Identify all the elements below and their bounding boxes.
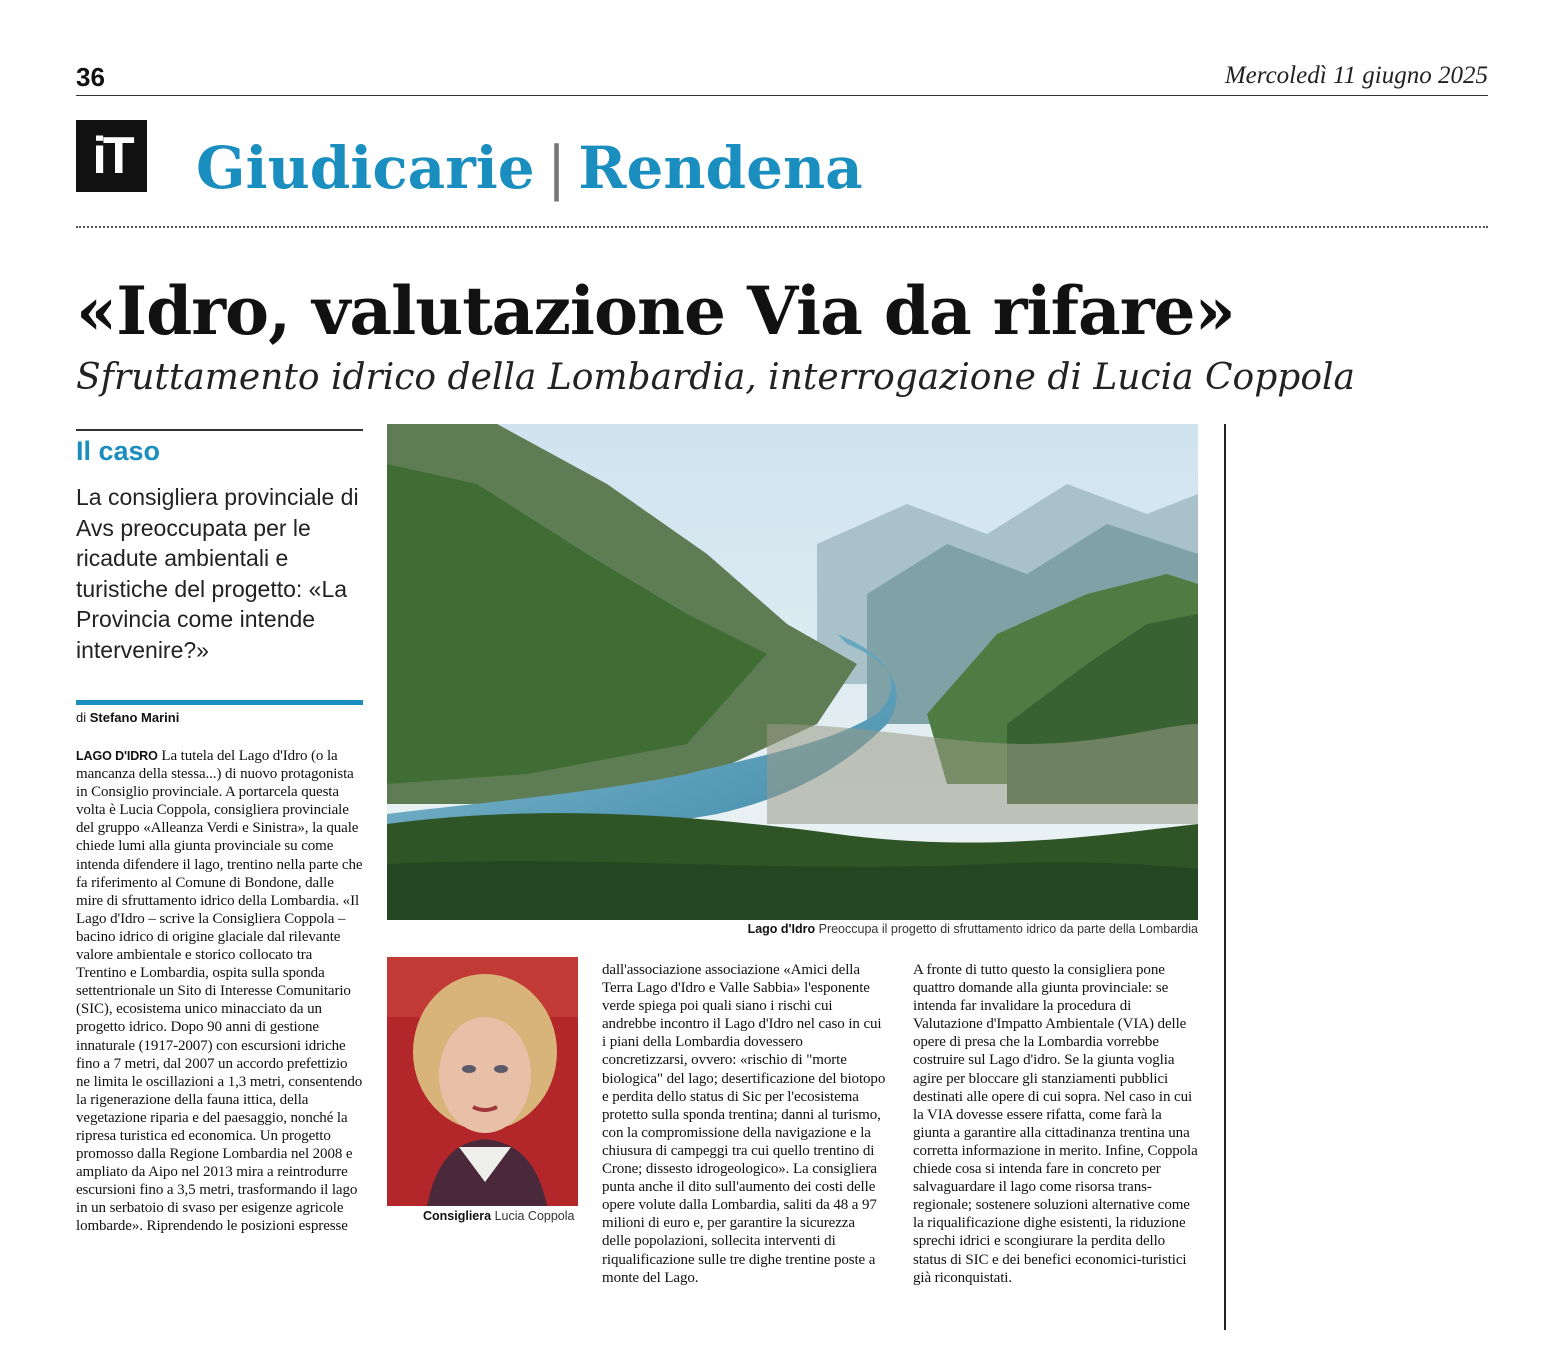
byline-prefix: di	[76, 710, 87, 725]
photo-caption-text: Preoccupa il progetto di sfruttamento idrico da parte della Lombardia	[818, 922, 1198, 936]
page-date: Mercoledì 11 giugno 2025	[1224, 62, 1488, 89]
byline	[76, 710, 179, 725]
byline-rule	[76, 700, 363, 705]
body-column-2: dall'associazione associazione «Amici della Terra Lago d'Idro e Valle Sabbia» l'esponente verde spiega poi quali siano i rischi cui andrebbe incontro il Lago d'Idro nel caso in cui i piani della Lombardia dovessero concretizzarsi, ovvero: «rischio di "morte biologica" del lago; desertificazione del biotopo e perdita dello status di Sic per l'ecosistema protetto sulla sponda trentina; danni al turismo, con la compromissione della navigazione e la chiusura di campeggi tra cui quello trentino di Crone; dissesto idrogeologico». La consigliera punta anche il dito sull'aumento dei costi delle opere volute dalla Lombardia, saliti da 48 a 97 milioni di euro e, per garantire la sicurezza delle popolazioni, sollecita interventi di riqualificazione sulle tre dighe trentine poste a monte del Lago.	[602, 962, 886, 1286]
subheadline: Sfruttamento idrico della Lombardia, interrogazione di Lucia Coppola	[76, 357, 1355, 398]
body-text-1: La tutela del Lago d'Idro (o la mancanza della stessa...) di nuovo protagonista in Consiglio provinciale. A portarcela questa volta è Lucia Coppola, consigliera provinciale del gruppo «Alleanza Verdi e Sinistra», la quale chiede lumi alla giunta provinciale su come intenda difendere il lago, trentino nella parte che fa riferimento al Comune di Bondone, dalle mire di sfruttamento idrico della Lombardia. «Il Lago d'Idro – scrive la Consigliera Coppola – bacino idrico di origine glaciale dal rilevante valore ambientale e storico collocato tra Trentino e Lombardia, ospita sulla sponda settentrionale un Sito di Interesse Comunitario (SIC), ecosistema unico minacciato da un progetto idrico. Dopo 90 anni di gestione innaturale (1917-2007) con escursioni idriche fino a 7 metri, dal 2007 un accordo prefettizio ne limita le oscillazioni a 1,3 metri, consentendo la rigenerazione della fauna ittica, della vegetazione riparia e del paesaggio, nonché la ripresa turistica ed economica. Un progetto promosso dalla Regione Lombardia nel 2008 e ampliato da Aipo nel 2013 mira a reintrodurre escursioni fino a 3,5 metri, trasformando il lago in un serbatoio di svaso per esigenze agricole lombarde». Riprendendo le posizioni espresse	[76, 748, 363, 1235]
headline: «Idro, valutazione Via da rifare»	[76, 272, 1235, 350]
section-left: Giudicarie	[196, 134, 535, 202]
logo-text: iT	[92, 127, 131, 185]
sidebar-text: La consigliera provinciale di Avs preoccupata per le ricadute ambientali e turistiche del progetto: «La Provincia come intende intervenire?»	[76, 484, 359, 663]
portrait-caption-label: Consigliera	[423, 1209, 492, 1223]
portrait-photo	[387, 957, 578, 1206]
section-right: Rendena	[578, 134, 863, 202]
sidebar-title: Il caso	[76, 436, 161, 466]
newspaper-logo	[76, 120, 147, 192]
top-divider	[76, 95, 1488, 96]
section-separator: |	[546, 134, 567, 202]
portrait-caption	[423, 1209, 574, 1223]
vertical-divider	[1224, 424, 1226, 1330]
dotted-divider	[76, 226, 1488, 228]
photo-caption-label: Lago d'Idro	[747, 922, 816, 936]
section-title	[196, 128, 863, 208]
body-column-1	[76, 747, 363, 1236]
body-column-3: A fronte di tutto questo la consigliera pone quattro domande alla giunta provinciale: se intenda far invalidare la procedura di Valutazione d'Impatto Ambientale (VIA) delle opere di presa che la Lombardia vorrebbe costruire sul Lago d'idro. Se la giunta voglia agire per bloccare gli stanziamenti pubblici destinati alle opere di cui sopra. Nel caso in cui la VIA dovesse essere rifatta, come farà la giunta a garantire alla cittadinanza trentina una corretta informazione in merito. Infine, Coppola chiede cosa si intenda fare in concreto per salvaguardare il lago come risorsa trans-regionale; sostenere soluzioni alternative come la riqualificazione dighe esistenti, la riduzione sprechi idrici e scongiurare la perdita dello status di SIC e dei benefici economici-turistici già riconquistati.	[913, 962, 1198, 1286]
lake-photo	[387, 424, 1198, 920]
author-name: Stefano Marini	[89, 710, 180, 725]
photo-caption	[748, 922, 1198, 936]
page-number: 36	[76, 62, 105, 92]
dateline: LAGO D'IDRO	[76, 749, 158, 763]
portrait-caption-text: Lucia Coppola	[494, 1209, 575, 1223]
sidebar-rule	[76, 429, 363, 431]
